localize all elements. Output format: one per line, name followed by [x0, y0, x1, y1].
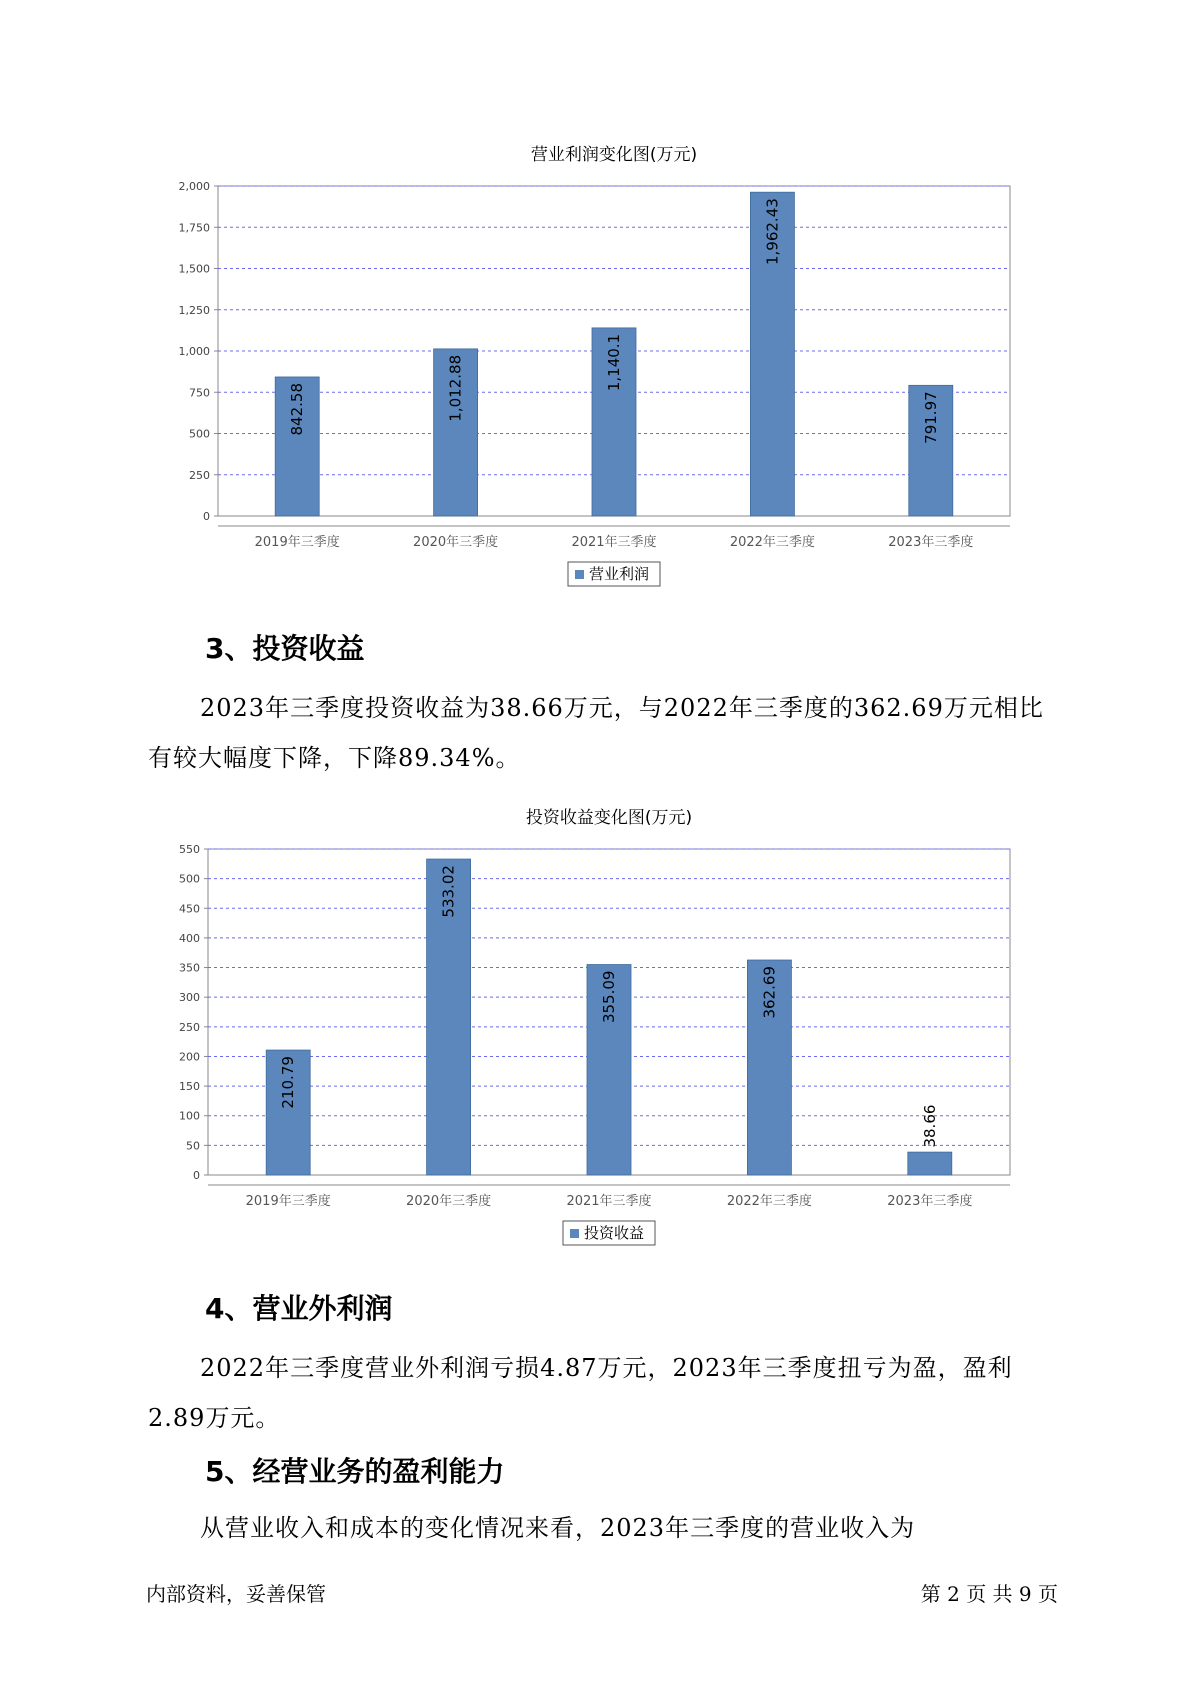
- y-tick-label: 250: [189, 468, 210, 482]
- y-tick-label: 150: [179, 1080, 200, 1094]
- section-body-5: 从营业收入和成本的变化情况来看，2023年三季度的营业收入为: [200, 1514, 916, 1542]
- y-tick-label: 1,250: [178, 303, 210, 317]
- legend-label: 投资收益: [584, 1224, 645, 1242]
- y-tick-label: 750: [189, 386, 210, 400]
- x-tick-label: 2019年三季度: [254, 535, 340, 550]
- bar-value-label: 1,012.88: [446, 354, 465, 422]
- y-tick-label: 200: [179, 1050, 200, 1064]
- footer-confidential-note: 内部资料，妥善保管: [146, 1582, 326, 1606]
- x-tick-label: 2019年三季度: [245, 1194, 331, 1209]
- x-tick-label: 2021年三季度: [571, 535, 657, 550]
- x-tick-label: 2020年三季度: [406, 1194, 492, 1209]
- y-tick-label: 550: [179, 843, 200, 856]
- legend-label: 营业利润: [589, 565, 650, 583]
- section-body-3: 2023年三季度投资收益为38.66万元，与2022年三季度的362.69万元相比有较大幅度下降，下降89.34%。: [148, 694, 1044, 772]
- bar-value-label: 210.79: [279, 1056, 298, 1109]
- bar-value-label: 791.97: [921, 391, 940, 444]
- bar-value-label: 38.66: [920, 1104, 939, 1148]
- bar-value-label: 842.58: [288, 382, 307, 436]
- section-heading-5: 5、经营业务的盈利能力: [205, 1455, 505, 1488]
- bar-value-label: 362.69: [760, 966, 779, 1019]
- x-tick-label: 2021年三季度: [566, 1194, 652, 1209]
- y-tick-label: 1,000: [178, 345, 210, 358]
- operating-profit-chart: [0, 130, 1191, 600]
- bar-value-label: 1,962.43: [763, 198, 782, 265]
- y-tick-label: 1,750: [178, 221, 210, 235]
- section-body-4: 2022年三季度营业外利润亏损4.87万元，2023年三季度扭亏为盈，盈利2.89万元。: [148, 1354, 1013, 1432]
- y-tick-label: 100: [179, 1109, 200, 1123]
- bar-value-label: 533.02: [439, 865, 458, 918]
- x-tick-label: 2023年三季度: [887, 1194, 973, 1209]
- y-tick-label: 250: [179, 1020, 200, 1034]
- x-tick-label: 2023年三季度: [888, 535, 974, 550]
- y-tick-label: 400: [179, 931, 200, 945]
- y-tick-label: 450: [179, 902, 200, 916]
- section-heading-3: 3、投资收益: [205, 632, 365, 665]
- bar-value-label: 355.09: [600, 970, 618, 1024]
- bar: [908, 1152, 952, 1175]
- x-tick-label: 2022年三季度: [729, 535, 815, 550]
- y-tick-label: 0: [203, 510, 210, 523]
- y-tick-label: 0: [193, 1169, 200, 1182]
- x-tick-label: 2022年三季度: [726, 1194, 812, 1209]
- y-tick-label: 500: [189, 427, 210, 441]
- y-tick-label: 2,000: [178, 180, 210, 193]
- y-tick-label: 350: [179, 961, 200, 975]
- bar-value-label: 1,140.1: [605, 333, 623, 392]
- legend-swatch: [570, 1229, 579, 1238]
- y-tick-label: 50: [186, 1139, 200, 1153]
- y-tick-label: 500: [179, 872, 200, 886]
- x-tick-label: 2020年三季度: [413, 535, 499, 550]
- chart-title: 投资收益变化图(万元): [525, 808, 693, 828]
- y-tick-label: 1,500: [178, 262, 210, 276]
- legend-swatch: [575, 570, 584, 579]
- investment-income-chart: [0, 793, 1191, 1263]
- section-heading-4: 4、营业外利润: [205, 1292, 393, 1325]
- chart-title: 营业利润变化图(万元): [530, 145, 698, 165]
- footer-page-number: 第 2 页 共 9 页: [920, 1582, 1058, 1606]
- y-tick-label: 300: [179, 991, 200, 1005]
